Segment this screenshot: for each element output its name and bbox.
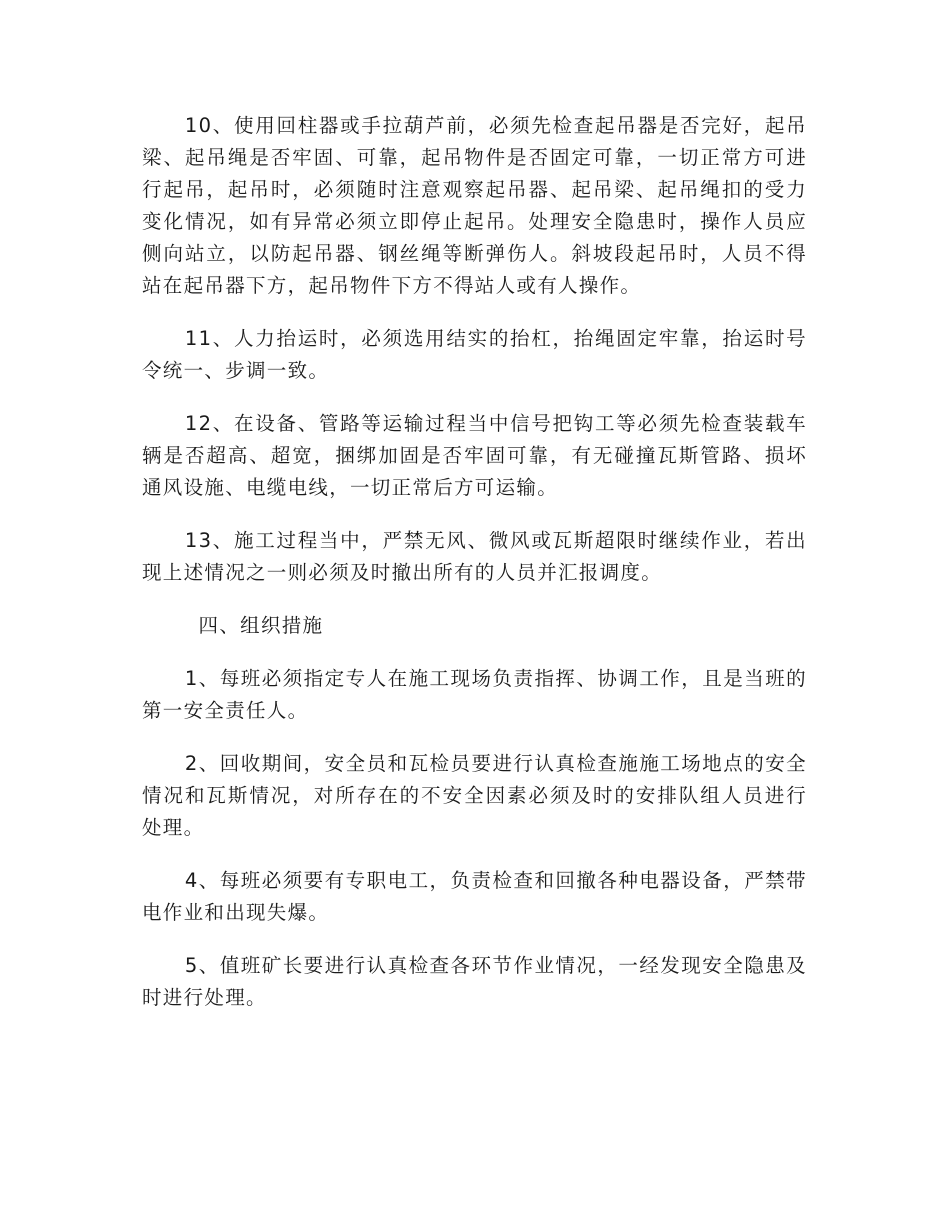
- document-body: [142, 110, 807, 1035]
- paragraph-11: 11、人力抬运时，必须选用结实的抬杠，抬绳固定牢靠，抬运时号令统一、步调一致。: [142, 327, 807, 382]
- paragraph-12: 12、在设备、管路等运输过程当中信号把钩工等必须先检查装载车辆是否超高、超宽，捆绑加固是否牢固可靠，有无碰撞瓦斯管路、损坏通风设施、电缆电线，一切正常后方可运输。: [142, 412, 807, 499]
- paragraph-10: 10、使用回柱器或手拉葫芦前，必须先检查起吊器是否完好，起吊梁、起吊绳是否牢固、可靠，起吊物件是否固定可靠，一切正常方可进行起吊，起吊时，必须随时注意观察起吊器、起吊梁、起吊绳扣的受力变化情况，如有异常必须立即停止起吊。处理安全隐患时，操作人员应侧向站立，以防起吊器、钢丝绳等断弹伤人。斜坡段起吊时，人员不得站在起吊器下方，起吊物件下方不得站人或有人操作。: [142, 114, 807, 297]
- paragraph-13: 13、施工过程当中，严禁无风、微风或瓦斯超限时继续作业，若出现上述情况之一则必须及时撤出所有的人员并汇报调度。: [142, 529, 807, 584]
- section-item-2: 2、回收期间，安全员和瓦检员要进行认真检查施施工场地点的安全情况和瓦斯情况，对所存在的不安全因素必须及时的安排队组人员进行处理。: [142, 752, 807, 839]
- section-heading: 四、组织措施: [198, 614, 324, 637]
- section-item-1: 1、每班必须指定专人在施工现场负责指挥、协调工作，且是当班的第一安全责任人。: [142, 667, 807, 722]
- section-item-5: 5、值班矿长要进行认真检查各环节作业情况，一经发现安全隐患及时进行处理。: [142, 954, 807, 1009]
- section-item-4: 4、每班必须要有专职电工，负责检查和回撤各种电器设备，严禁带电作业和出现失爆。: [142, 869, 807, 924]
